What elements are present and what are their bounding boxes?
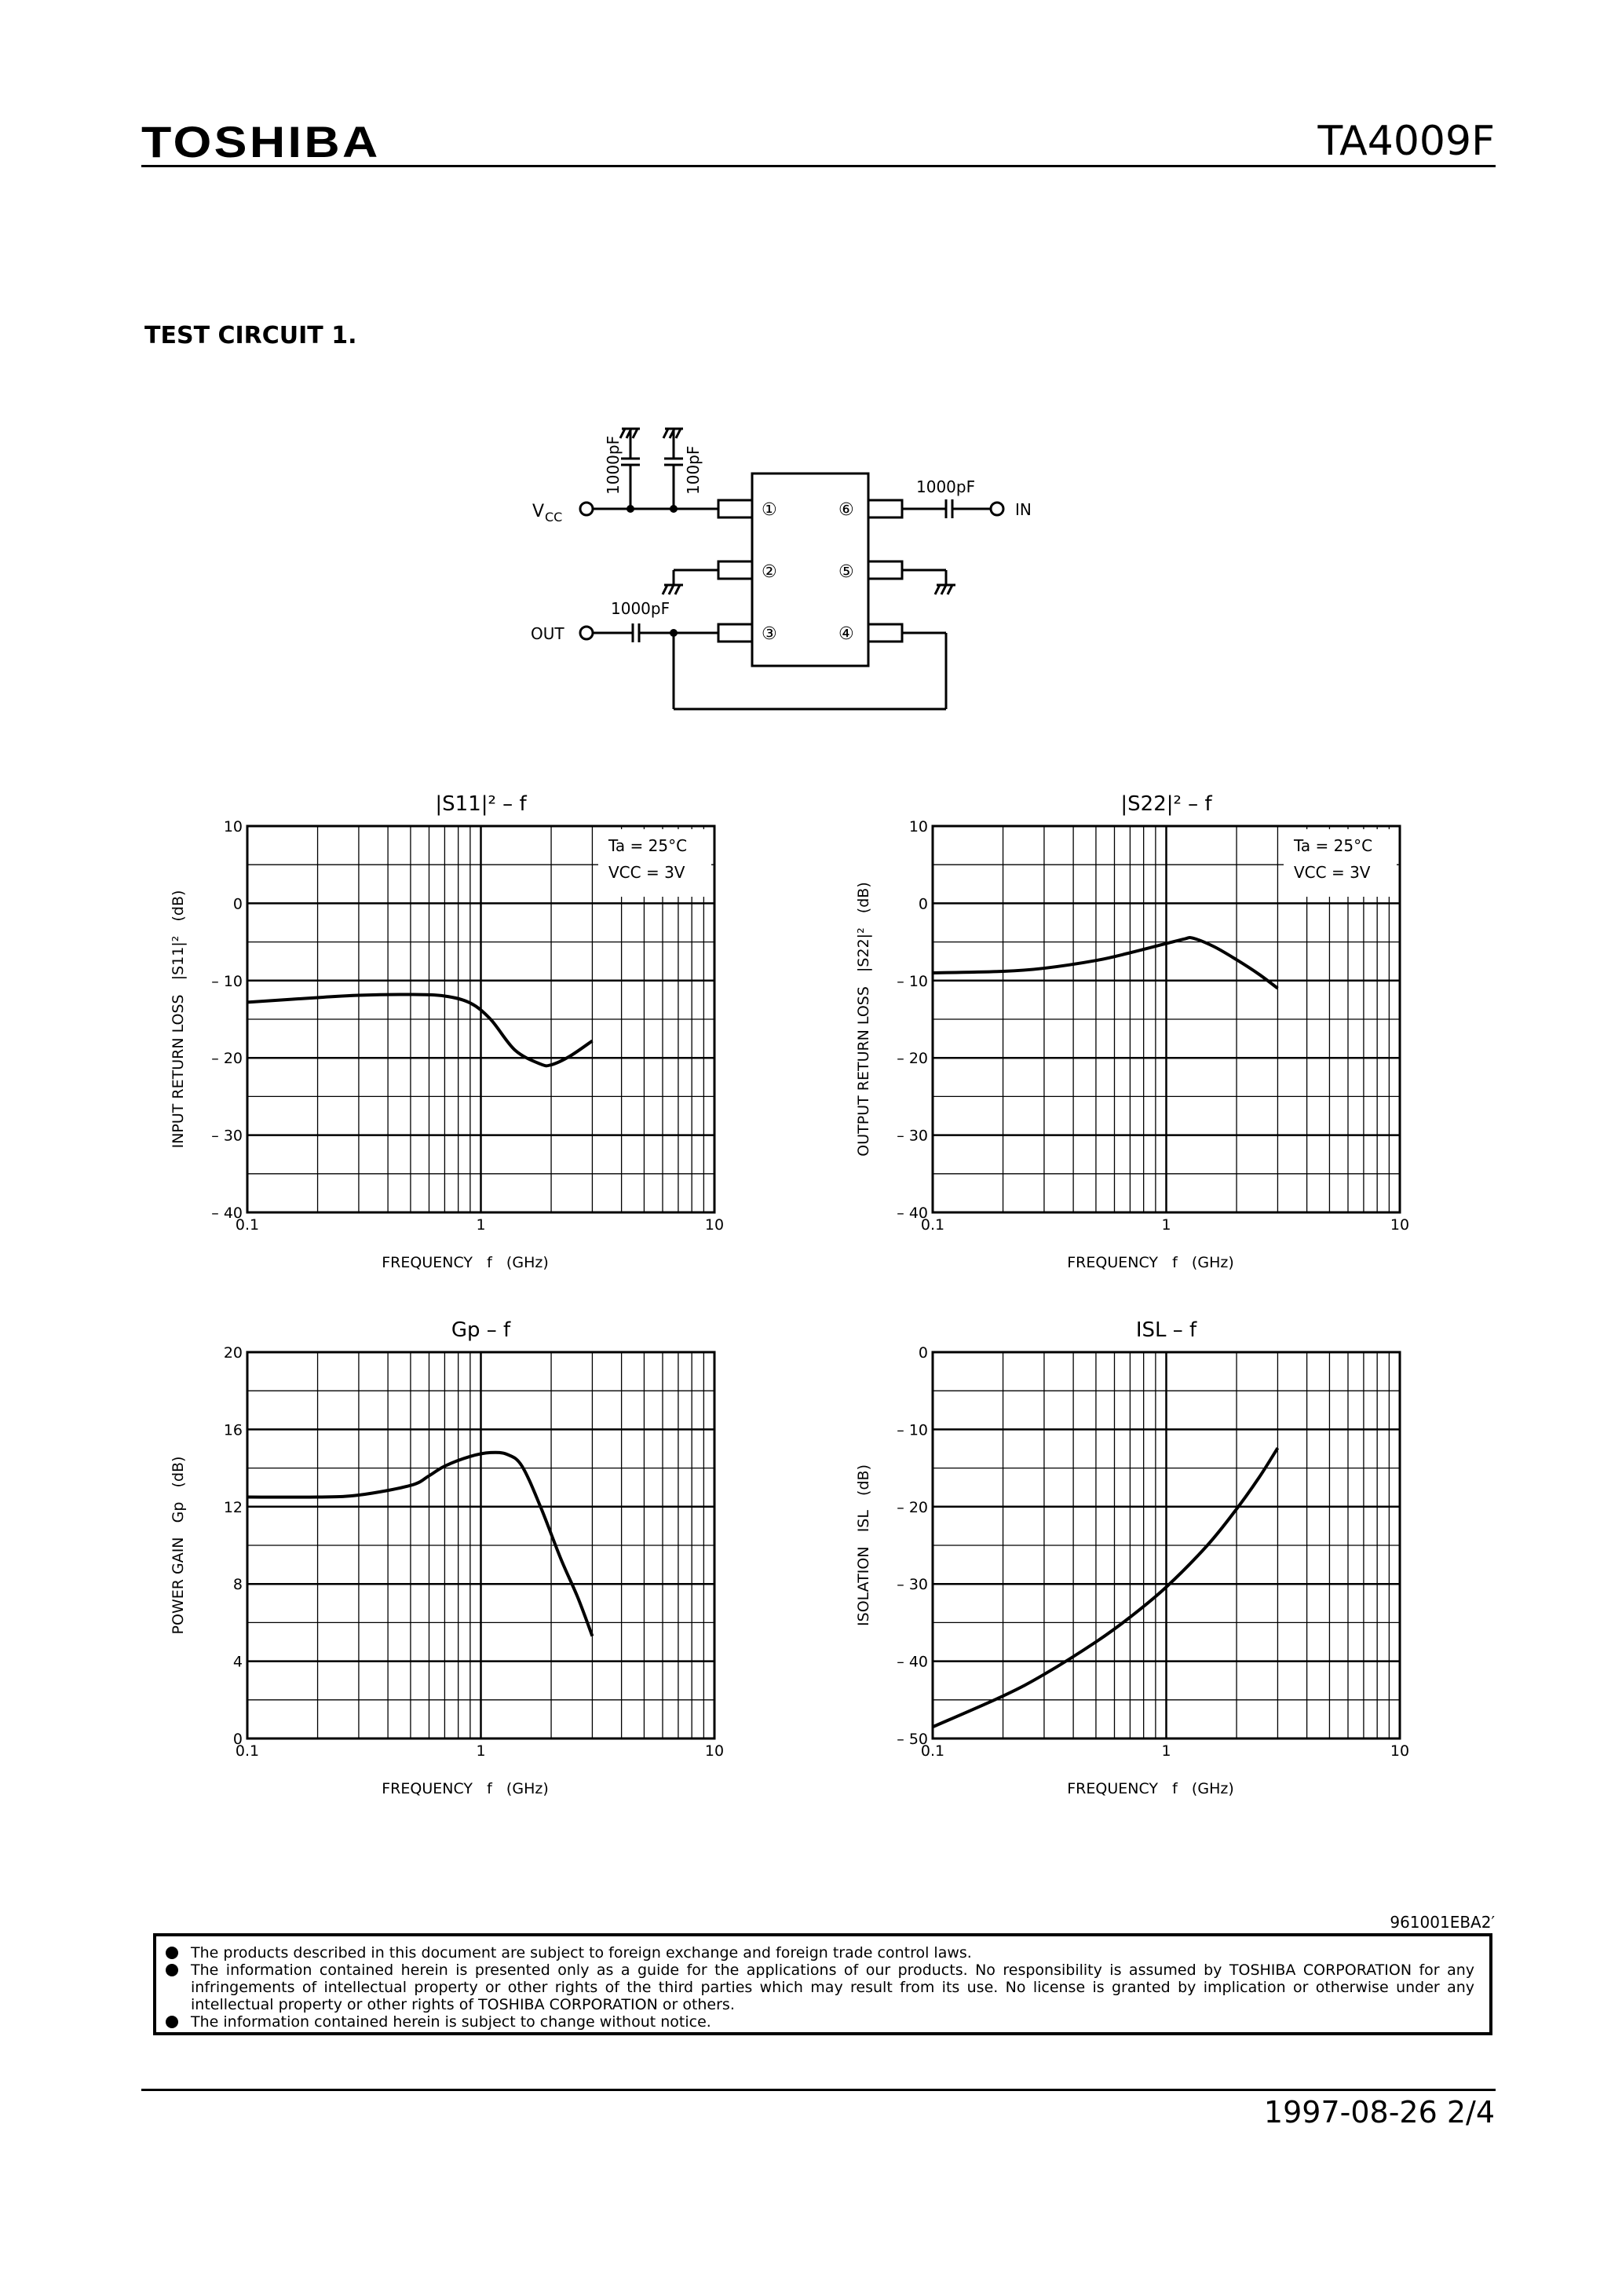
bullet-icon (166, 1964, 178, 1976)
notice-text: The information contained herein is presented only as a guide for the applications of our products. No responsibility is assumed by TOSHIBA CORPORATION for any infringements of intellectual property or other rights of the third parties which may result from its use. No license is granted by implication or otherwise under any intellectual property or other rights of TOSHIBA CORPORATION or others. (191, 1961, 1474, 2013)
footer-date-page: 1997-08-26 2/4 (1263, 2095, 1495, 2130)
chart-2-xtick: 1 (1161, 1216, 1171, 1234)
chart-3-xtick: 1 (476, 1742, 486, 1760)
chart-4-xlabel: FREQUENCY f (GHz) (1067, 1780, 1234, 1797)
chart-1-annotation: Ta = 25°C (608, 836, 688, 855)
pin-2-label: ② (762, 562, 777, 582)
vcc-label: V (532, 502, 545, 521)
notice-item (167, 1944, 1474, 1961)
chart-2-title: |S22|² – f (1120, 792, 1212, 816)
chart-1-xlabel: FREQUENCY f (GHz) (382, 1254, 549, 1271)
chart-1-ytick: – 40 (211, 1205, 243, 1222)
chart-4-ylabel: ISOLATION ISL (dB) (855, 1464, 872, 1626)
chart-4-xtick: 1 (1161, 1742, 1171, 1760)
pin-4-label: ④ (838, 624, 854, 644)
chart-2-ytick: – 30 (897, 1127, 928, 1145)
bullet-icon (166, 2016, 178, 2028)
chart-2-ytick: – 20 (897, 1050, 928, 1068)
chart-3-ytick: 12 (223, 1498, 243, 1516)
in-label: IN (1015, 500, 1032, 519)
pin-6-label: ⑥ (838, 500, 854, 520)
chart-3-xlabel: FREQUENCY f (GHz) (382, 1780, 549, 1797)
chart-2-xtick: 0.1 (920, 1216, 945, 1234)
cap-in-label: 1000pF (916, 477, 976, 496)
notice-text: The information contained herein is subject to change without notice. (191, 2013, 711, 2031)
chart-2-ytick: 10 (908, 818, 928, 835)
document-code: 961001EBA2′ (1390, 1913, 1495, 1932)
chart-3-ytick: 8 (232, 1576, 243, 1594)
chart-2-annotation: VCC = 3V (1294, 863, 1371, 882)
chart-1-ytick: – 20 (211, 1050, 243, 1068)
chart-2-ytick: – 40 (897, 1205, 928, 1222)
toshiba-logo: TOSHIBA (141, 117, 381, 166)
notice-text: The products described in this document are subject to foreign exchange and foreign trade control laws. (191, 1944, 972, 1961)
chart-1-xtick: 1 (476, 1216, 486, 1234)
part-number: TA4009F (1317, 118, 1495, 165)
chart-2-xtick: 10 (1390, 1216, 1410, 1234)
cap-out-label: 1000pF (611, 599, 670, 618)
chart-4-ytick: 0 (918, 1344, 928, 1362)
chart-3-ytick: 4 (232, 1653, 243, 1671)
chart-1-annotation: VCC = 3V (608, 863, 685, 882)
chart-4-curve (933, 1448, 1277, 1727)
chart-1-ytick: 0 (232, 895, 243, 913)
chart-4-title: ISL – f (1135, 1318, 1197, 1342)
chart-3-xtick: 0.1 (235, 1742, 260, 1760)
chart-3-ytick: 20 (223, 1344, 243, 1362)
chart-1-title: |S11|² – f (435, 792, 527, 816)
chart-1-ylabel: INPUT RETURN LOSS |S11|² (dB) (170, 890, 187, 1149)
chart-3-curve (247, 1453, 592, 1636)
chart-1-ytick: – 10 (211, 972, 243, 990)
notice-item (167, 2013, 1474, 2031)
chart-3-xtick: 10 (704, 1742, 725, 1760)
chart-2-ytick: 0 (918, 895, 928, 913)
pin-3-label: ③ (762, 624, 777, 644)
chart-4-xtick: 10 (1390, 1742, 1410, 1760)
chart-4-ytick: – 20 (897, 1498, 928, 1516)
chart-1-xtick: 0.1 (235, 1216, 260, 1234)
chart-3-title: Gp – f (451, 1318, 511, 1342)
pin-1-label: ① (762, 500, 777, 520)
bullet-icon (166, 1947, 178, 1959)
chart-1-xtick: 10 (704, 1216, 725, 1234)
chart-2-ylabel: OUTPUT RETURN LOSS |S22|² (dB) (855, 882, 872, 1157)
pin-5-label: ⑤ (838, 562, 854, 582)
chart-4-xtick: 0.1 (920, 1742, 945, 1760)
notice-item (167, 1961, 1474, 2013)
chart-3-ytick: 0 (232, 1731, 243, 1748)
notice-box (153, 1933, 1492, 2035)
chart-2-ytick: – 10 (897, 972, 928, 990)
chart-3-ylabel: POWER GAIN Gp (dB) (170, 1456, 187, 1635)
chart-1-ytick: 10 (223, 818, 243, 835)
out-label: OUT (531, 624, 564, 643)
chart-4-ytick: – 40 (897, 1653, 928, 1671)
chart-2-annotation: Ta = 25°C (1294, 836, 1373, 855)
footer-rule (141, 2089, 1496, 2091)
chart-4-ytick: – 30 (897, 1576, 928, 1594)
chart-3-ytick: 16 (223, 1421, 243, 1439)
cap-100pf-label: 100pF (684, 445, 703, 495)
chart-4-ytick: – 10 (897, 1421, 928, 1439)
section-title: TEST CIRCUIT 1. (144, 322, 357, 349)
chart-2-xlabel: FREQUENCY f (GHz) (1067, 1254, 1234, 1271)
cap-1000pf-label: 1000pF (604, 435, 623, 495)
chart-4-ytick: – 50 (897, 1731, 928, 1748)
chart-1-ytick: – 30 (211, 1127, 243, 1145)
chart-1-curve (247, 994, 592, 1066)
vcc-sub: CC (545, 510, 563, 525)
